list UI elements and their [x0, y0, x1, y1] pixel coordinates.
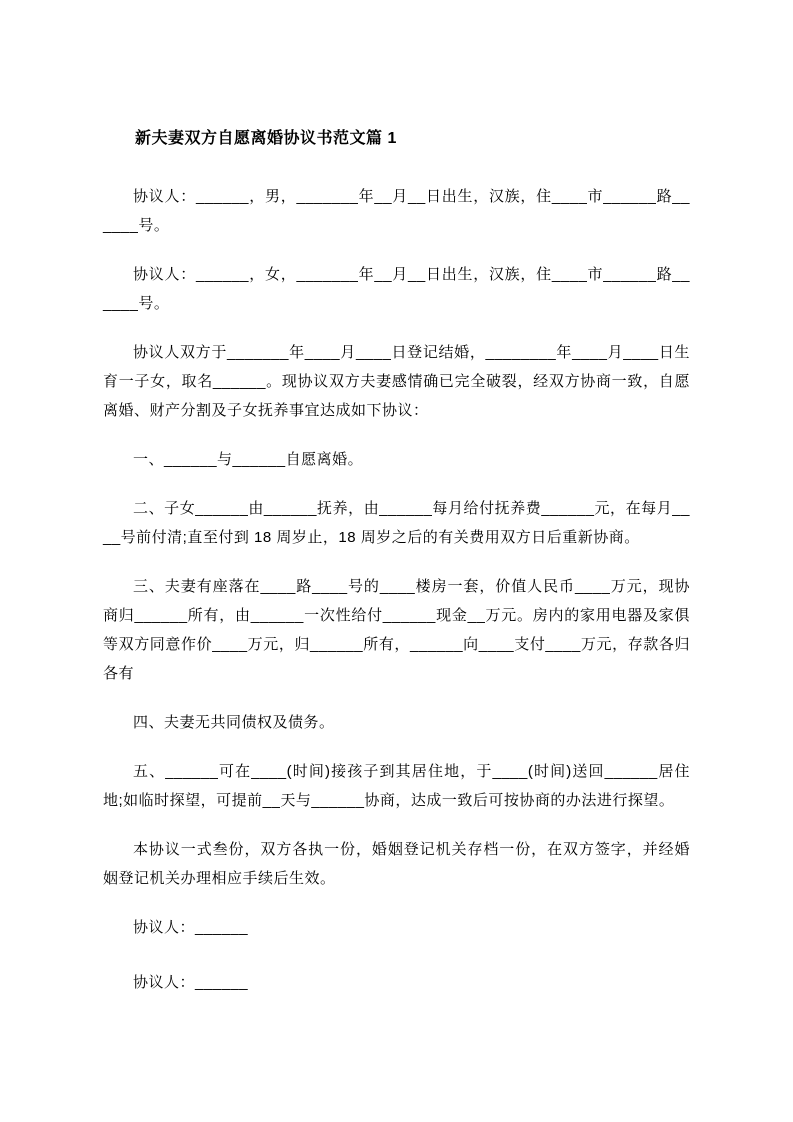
paragraph-clause-2: 二、子女______由______抚养，由______每月给付抚养费______元，在每月____号前付清;直至付到 18 周岁止，18 周岁之后的有关费用双方日后重新协商。	[103, 500, 690, 546]
paragraph-effectiveness: 本协议一式叁份，双方各执一份，婚姻登记机关存档一份，在双方签字，并经婚姻登记机关办理相应手续后生效。	[103, 841, 690, 887]
signature-line-party-a: 协议人：______	[133, 919, 249, 936]
paragraph-clause-3: 三、夫妻有座落在____路____号的____楼房一套，价值人民币____万元，现协商归______所有，由______一次性给付______现金__万元。房内的家用电器及家俱等双方同意作价____万元，归______所有，______向____支付____万元，存款各归各有	[103, 578, 690, 682]
paragraph-preamble: 协议人双方于_______年____月____日登记结婚，________年____月____日生育一子女，取名______。现协议双方夫妻感情确已完全破裂，经双方协商一致，自愿离婚、财产分割及子女抚养事宜达成如下协议：	[103, 344, 690, 419]
signature-line-party-b: 协议人：______	[133, 974, 249, 991]
document-title: 新夫妻双方自愿离婚协议书范文篇 1	[135, 130, 397, 147]
paragraph-clause-5: 五、______可在____(时间)接孩子到其居住地，于____(时间)送回______居住地;如临时探望，可提前__天与______协商，达成一致后可按协商的办法进行探望。	[103, 763, 690, 809]
paragraph-party-b: 协议人：______，女，_______年__月__日出生，汉族，住____市______路______号。	[103, 266, 690, 312]
paragraph-party-a: 协议人：______，男，_______年__月__日出生，汉族，住____市______路______号。	[103, 188, 690, 234]
paragraph-clause-4: 四、夫妻无共同债权及债务。	[133, 714, 335, 731]
paragraph-clause-1: 一、______与______自愿离婚。	[133, 451, 364, 468]
